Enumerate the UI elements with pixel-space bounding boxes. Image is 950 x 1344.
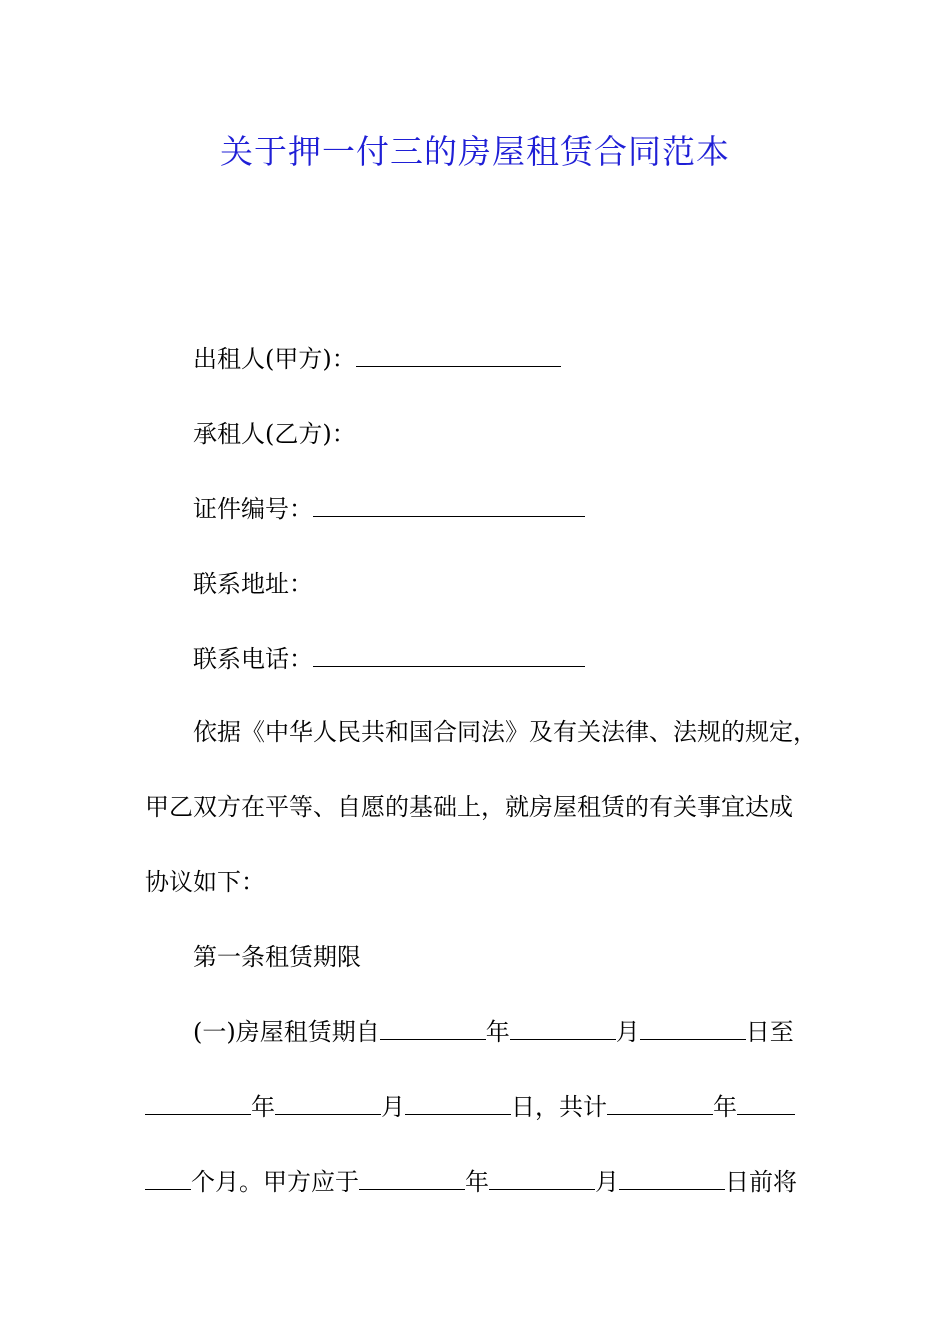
intro-line-2: 甲乙双方在平等、自愿的基础上，就房屋租赁的有关事宜达成 bbox=[145, 793, 793, 821]
handover-year-blank[interactable] bbox=[359, 1169, 465, 1190]
id-number-line bbox=[193, 493, 585, 525]
day-before-text: 日前将 bbox=[725, 1168, 797, 1196]
document-title: 关于押一付三的房屋租赁合同范本 bbox=[220, 132, 730, 171]
term-line-3 bbox=[145, 1166, 797, 1198]
end-month-blank[interactable] bbox=[275, 1094, 381, 1115]
handover-month-blank[interactable] bbox=[489, 1169, 595, 1190]
year-text: 年 bbox=[465, 1168, 489, 1196]
handover-day-blank[interactable] bbox=[619, 1169, 725, 1190]
id-number-blank[interactable] bbox=[313, 496, 585, 517]
lessee-label: 承租人(乙方)： bbox=[193, 420, 356, 448]
phone-line bbox=[193, 643, 585, 675]
lessee-line bbox=[193, 418, 356, 450]
month-text: 月 bbox=[595, 1168, 619, 1196]
id-number-label: 证件编号： bbox=[193, 495, 313, 523]
intro-line-1: 依据《中华人民共和国合同法》及有关法律、法规的规定， bbox=[193, 718, 817, 746]
lessor-label: 出租人(甲方)： bbox=[193, 345, 356, 373]
end-year-blank[interactable] bbox=[145, 1094, 251, 1115]
term-line-1 bbox=[193, 1016, 794, 1048]
total-year-blank[interactable] bbox=[607, 1094, 713, 1115]
address-label: 联系地址： bbox=[193, 570, 313, 598]
lessor-blank[interactable] bbox=[356, 346, 561, 367]
phone-blank[interactable] bbox=[313, 646, 585, 667]
year-text: 年 bbox=[251, 1093, 275, 1121]
start-year-blank[interactable] bbox=[380, 1019, 486, 1040]
intro-line-3: 协议如下： bbox=[145, 868, 265, 896]
total-month-blank-start[interactable] bbox=[737, 1094, 795, 1115]
start-month-blank[interactable] bbox=[510, 1019, 616, 1040]
month-text: 月 bbox=[381, 1093, 405, 1121]
lessor-line bbox=[193, 343, 561, 375]
phone-label: 联系电话： bbox=[193, 645, 313, 673]
year-text: 年 bbox=[713, 1093, 737, 1121]
term-line-2 bbox=[145, 1091, 795, 1123]
term-prefix: (一)房屋租赁期自 bbox=[193, 1018, 380, 1046]
months-prefix-text: 个月。甲方应于 bbox=[191, 1168, 359, 1196]
day-total-text: 日，共计 bbox=[511, 1093, 607, 1121]
total-month-blank-end[interactable] bbox=[145, 1169, 191, 1190]
end-day-blank[interactable] bbox=[405, 1094, 511, 1115]
day-to-text: 日至 bbox=[745, 1018, 794, 1046]
start-day-blank[interactable] bbox=[640, 1019, 746, 1040]
address-line bbox=[193, 568, 313, 600]
month-text: 月 bbox=[615, 1018, 640, 1046]
article-1-heading: 第一条租赁期限 bbox=[193, 943, 361, 971]
year-text: 年 bbox=[485, 1018, 510, 1046]
